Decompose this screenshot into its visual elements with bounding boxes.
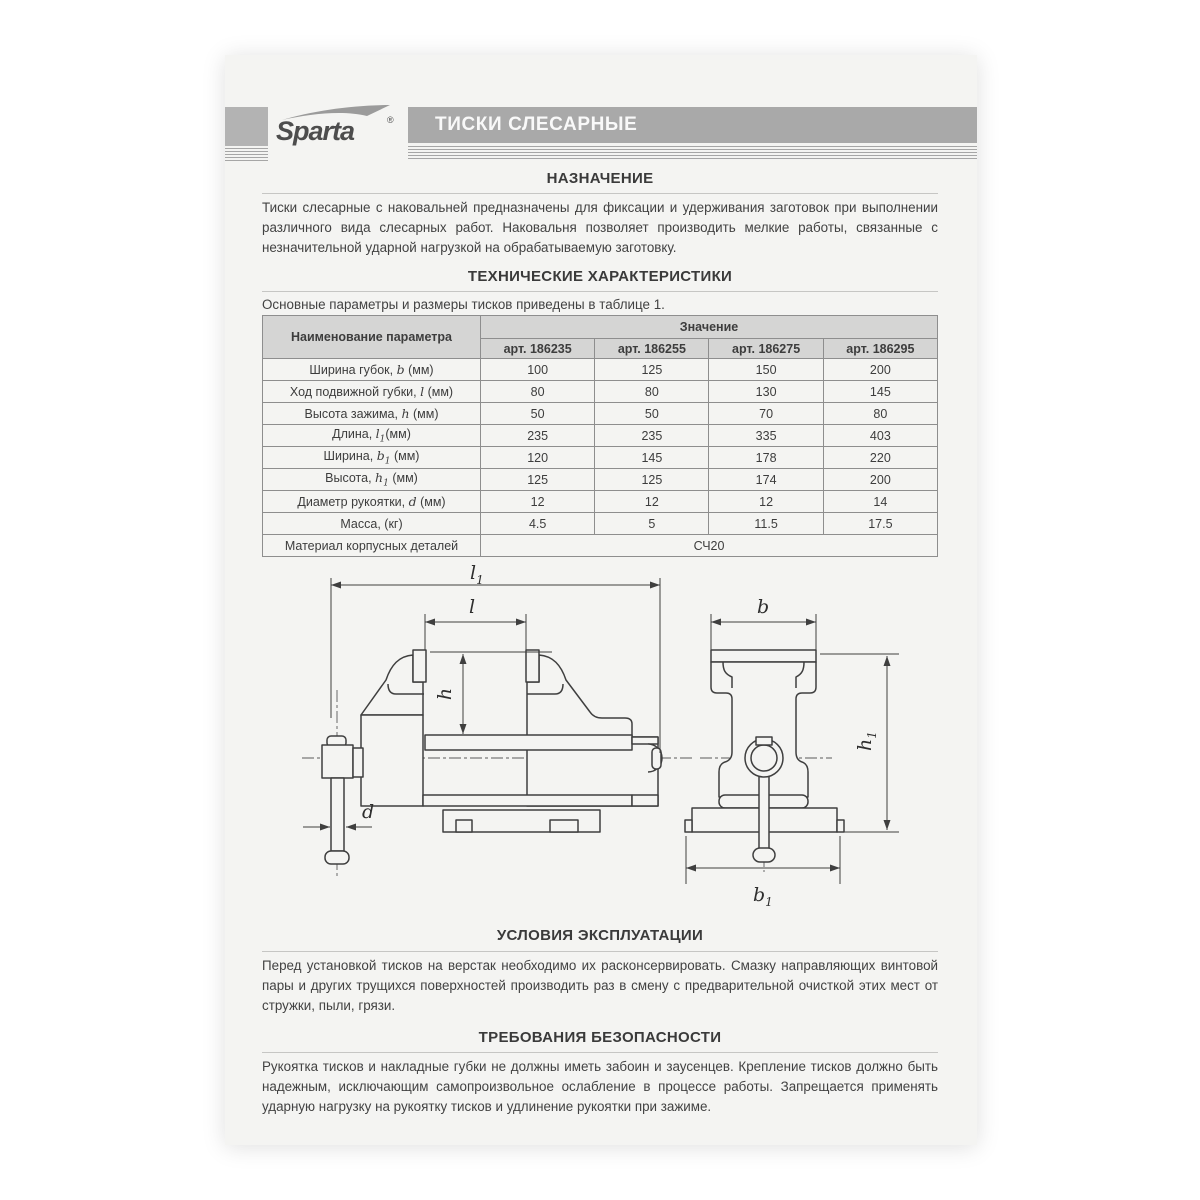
screw-head: [322, 745, 353, 778]
table-header-article-1: арт. 186235: [481, 339, 595, 359]
table-header-parameter: Наименование параметра: [263, 316, 481, 359]
value-cell: 174: [709, 469, 823, 491]
value-cell: 70: [709, 403, 823, 425]
jaw-insert-right: [526, 650, 539, 682]
value-cell: 80: [823, 403, 937, 425]
safety-heading: ТРЕБОВАНИЯ БЕЗОПАСНОСТИ: [478, 1029, 722, 1046]
value-cell: 12: [595, 491, 709, 513]
value-cell: 403: [823, 425, 937, 447]
value-cell: 125: [481, 469, 595, 491]
value-cell: 50: [481, 403, 595, 425]
parameter-name-cell: Высота зажима, h (мм): [263, 403, 481, 425]
logo-text: Sparta: [276, 116, 355, 146]
operation-paragraph: Перед установкой тисков на верстак необходимо их расконсервировать. Смазку направляющих винтовой пары и других трущихся поверхностей производить раз в смену с предварительной очисткой этих мест от стружки, пыли, грязи.: [262, 958, 938, 1014]
specs-rule: [262, 291, 938, 292]
value-cell: 145: [595, 447, 709, 469]
specs-table-body: [263, 359, 938, 557]
value-cell: 17.5: [823, 513, 937, 535]
table-row: [263, 425, 938, 447]
table-row: [263, 381, 938, 403]
dim-label-h1: $h_1$: [854, 731, 879, 751]
value-cell: 178: [709, 447, 823, 469]
table-header-value: Значение: [481, 316, 938, 339]
jaw-insert-left: [413, 650, 426, 682]
dim-label-d: d: [362, 801, 375, 823]
handle-rod-side: [331, 778, 344, 851]
value-cell: 200: [823, 359, 937, 381]
value-cell: 130: [709, 381, 823, 403]
vise-side-view: [322, 650, 662, 864]
title-bar-stripes: [408, 146, 977, 159]
sparta-logo: [270, 103, 402, 147]
table-header-article-3: арт. 186275: [709, 339, 823, 359]
page-title: ТИСКИ СЛЕСАРНЫЕ: [435, 114, 638, 135]
specs-intro: Основные параметры и размеры тисков приведены в таблице 1.: [262, 297, 665, 312]
handle-knob-front: [753, 848, 775, 862]
value-cell: 14: [823, 491, 937, 513]
value-cell: 80: [595, 381, 709, 403]
parameter-name-cell: Ход подвижной губки, l (мм): [263, 381, 481, 403]
table-row: [263, 359, 938, 381]
table-header-article-4: арт. 186295: [823, 339, 937, 359]
movable-jaw-body: [361, 715, 423, 806]
parameter-name-cell: Длина, $l_1(мм)$: [263, 425, 481, 447]
title-bar: [408, 107, 977, 143]
parameter-name-cell: Материал корпусных деталей: [263, 535, 481, 557]
value-cell: 150: [709, 359, 823, 381]
safety-rule: [262, 1052, 938, 1053]
safety-paragraph: Рукоятка тисков и накладные губки не должны иметь забоин и заусенцев. Крепление тисков должно быть надежным, исключающим самопроизвольное ослабление в процессе работы. Запрещается применять ударную нагрузку на рукоятку тисков и удлинение рукоятки при зажиме.: [262, 1059, 938, 1115]
value-cell: 11.5: [709, 513, 823, 535]
value-cell: 4.5: [481, 513, 595, 535]
purpose-rule: [262, 193, 938, 194]
dim-label-b: b: [757, 596, 770, 618]
parameter-name-cell: Высота, $h_1$ (мм): [263, 469, 481, 491]
specs-heading: ТЕХНИЧЕСКИЕ ХАРАКТЕРИСТИКИ: [467, 268, 733, 285]
value-cell: 125: [595, 469, 709, 491]
handle-rod-front: [759, 776, 769, 850]
value-cell: 235: [595, 425, 709, 447]
fixed-jaw-body: [527, 655, 658, 806]
dim-label-b1: $b_1$: [753, 884, 773, 909]
value-cell: 145: [823, 381, 937, 403]
value-cell: 125: [595, 359, 709, 381]
parameter-name-cell: Диаметр рукоятки, d (мм): [263, 491, 481, 513]
specs-table: [262, 315, 938, 557]
manual-page: [225, 55, 977, 1145]
screw-boss-inner: [751, 745, 777, 771]
purpose-paragraph: Тиски слесарные с наковальней предназначены для фиксации и удерживания заготовок при выполнении различного вида слесарных работ. Наковальня позволяет производить мелкие работы, связанные с незначительной ударной нагрузкой на обрабатываемую заготовку.: [262, 200, 938, 256]
handle-knob-side: [325, 851, 349, 864]
value-cell: 235: [481, 425, 595, 447]
value-cell: 80: [481, 381, 595, 403]
table-row: [263, 469, 938, 491]
table-row: [263, 535, 938, 557]
operation-rule: [262, 951, 938, 952]
merged-value-cell: СЧ20: [481, 535, 938, 557]
value-cell: 220: [823, 447, 937, 469]
technical-drawing: [225, 560, 977, 915]
table-row: [263, 403, 938, 425]
header-edge-block: [225, 107, 268, 146]
value-cell: 12: [481, 491, 595, 513]
table-header-article-2: арт. 186255: [595, 339, 709, 359]
value-cell: 50: [595, 403, 709, 425]
value-cell: 12: [709, 491, 823, 513]
table-row: [263, 513, 938, 535]
value-cell: 100: [481, 359, 595, 381]
jaw-top-plate: [711, 650, 816, 662]
dim-label-l1: $l_1$: [470, 562, 484, 587]
slide-rail-bottom: [423, 795, 632, 806]
purpose-heading: НАЗНАЧЕНИЕ: [546, 170, 654, 187]
parameter-name-cell: Масса, (кг): [263, 513, 481, 535]
value-cell: 200: [823, 469, 937, 491]
header-edge-stripes: [225, 148, 268, 161]
parameter-name-cell: Ширина губок, b (мм): [263, 359, 481, 381]
dim-label-l: l: [469, 596, 476, 618]
operation-heading: УСЛОВИЯ ЭКСПЛУАТАЦИИ: [496, 927, 704, 944]
slide-rail-top: [425, 735, 632, 750]
vise-front-view: [685, 650, 844, 862]
parameter-name-cell: Ширина, $b_1$ (мм): [263, 447, 481, 469]
table-row: [263, 491, 938, 513]
value-cell: 5: [595, 513, 709, 535]
dim-label-h: h: [434, 687, 456, 701]
table-row: [263, 447, 938, 469]
value-cell: 120: [481, 447, 595, 469]
value-cell: 335: [709, 425, 823, 447]
logo-registered-mark: ®: [387, 115, 394, 125]
